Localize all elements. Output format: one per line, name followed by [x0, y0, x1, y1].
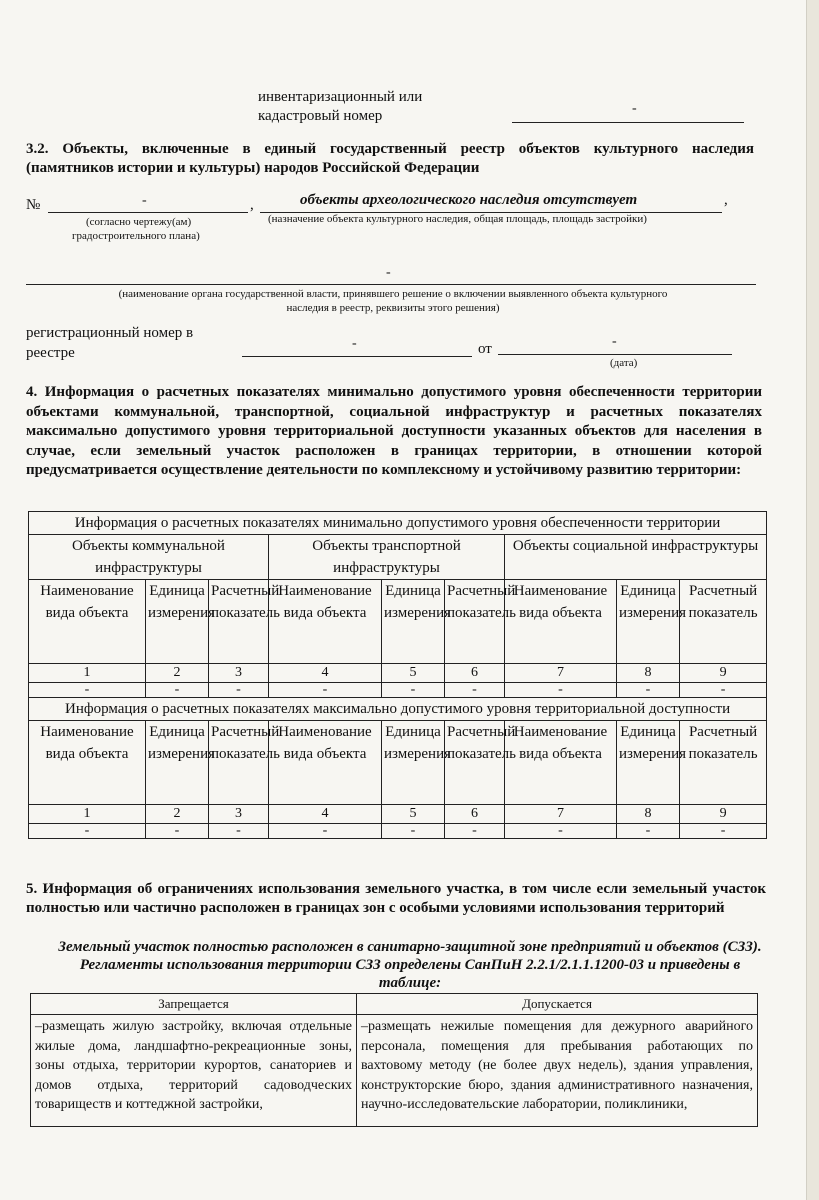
col-head-4: Наименование вида объекта — [269, 580, 382, 664]
col-head-7: Наименование вида объекта — [505, 580, 617, 664]
col-head-2: Единица измерения — [146, 580, 209, 664]
col-head-8: Единица измерения — [617, 580, 680, 664]
comma-1: , — [250, 197, 254, 213]
group-communal: Объекты коммунальной инфраструктуры — [29, 535, 269, 580]
col-number-2: 2 — [146, 664, 209, 683]
inventory-value: - — [632, 101, 637, 116]
date-value: - — [612, 334, 617, 349]
col-head-5: Единица измерения — [382, 580, 445, 664]
col-number-8: 8 — [617, 664, 680, 683]
max-dash-5: - — [382, 824, 445, 839]
caption-object-purpose: (назначение объекта культурного наследия, общая площадь, площадь застройки) — [268, 213, 647, 225]
min-dash-1: - — [29, 683, 146, 698]
max-dash-2: - — [146, 824, 209, 839]
max-level-header: Информация о расчетных показателях максимально допустимого уровня территориальной доступности — [29, 698, 767, 721]
col-number-5b: 5 — [382, 805, 445, 824]
col-number-6: 6 — [445, 664, 505, 683]
col-number-3b: 3 — [209, 805, 269, 824]
col-number-1b: 1 — [29, 805, 146, 824]
reg-underline — [242, 356, 472, 357]
col-head-6: Расчетный показатель — [445, 580, 505, 664]
col-number-7b: 7 — [505, 805, 617, 824]
min-dash-8: - — [617, 683, 680, 698]
section-4-title: 4. Информация о расчетных показателях минимально допустимого уровня обеспеченности территории объектами коммунальной, транспортной, социальной инфраструктур и расчетных показателях максимально допустимого уровня территориальной доступности указанных объектов для населения в случае, если земельный участок расположен в границах территории, в отношении которой предусматривается осуществление деятельности по комплексному и устойчивому развитию территории: — [26, 384, 762, 478]
szz-regulations-table — [30, 993, 758, 1127]
col-head-8b: Единица измерения — [617, 721, 680, 805]
number-underline — [48, 212, 248, 213]
date-underline — [498, 354, 732, 355]
max-dash-4: - — [269, 824, 382, 839]
col-number-9b: 9 — [680, 805, 767, 824]
min-dash-6: - — [445, 683, 505, 698]
min-dash-4: - — [269, 683, 382, 698]
allowed-header: Допускается — [357, 994, 758, 1015]
col-head-7b: Наименование вида объекта — [505, 721, 617, 805]
organ-underline — [26, 284, 756, 285]
section-5-title: 5. Информация об ограничениях использования земельного участка, в том числе если земельный участок полностью или частично расположен в границах зон с особыми условиями использования территорий — [26, 881, 766, 916]
col-number-6b: 6 — [445, 805, 505, 824]
section-4-table — [28, 511, 767, 839]
min-dash-2: - — [146, 683, 209, 698]
col-head-1b: Наименование вида объекта — [29, 721, 146, 805]
object-value: объекты археологического наследия отсутствует — [300, 192, 638, 208]
col-number-9: 9 — [680, 664, 767, 683]
max-dash-9: - — [680, 824, 767, 839]
col-head-1: Наименование вида объекта — [29, 580, 146, 664]
col-number-1: 1 — [29, 664, 146, 683]
min-dash-5: - — [382, 683, 445, 698]
group-social: Объекты социальной инфраструктуры — [505, 535, 767, 580]
reg-value: - — [352, 336, 357, 351]
max-dash-1: - — [29, 824, 146, 839]
inventory-underline — [512, 122, 744, 123]
min-level-header: Информация о расчетных показателях минимально допустимого уровня обеспеченности территории — [29, 512, 767, 535]
section-5-subtitle: Земельный участок полностью расположен в санитарно-защитной зоне предприятий и объектов (СЗЗ). Регламенты использования территории СЗЗ определены СанПиН 2.2.1/2.1.1.1200-03 и приведены в таблице: — [58, 939, 762, 991]
min-dash-9: - — [680, 683, 767, 698]
min-dash-3: - — [209, 683, 269, 698]
reg-label-line2: реестре — [26, 345, 75, 361]
col-head-3: Расчетный показатель — [209, 580, 269, 664]
col-head-2b: Единица измерения — [146, 721, 209, 805]
col-number-8b: 8 — [617, 805, 680, 824]
min-dash-7: - — [505, 683, 617, 698]
prohibited-header: Запрещается — [31, 994, 357, 1015]
number-value: - — [142, 193, 147, 208]
col-head-5b: Единица измерения — [382, 721, 445, 805]
col-number-3: 3 — [209, 664, 269, 683]
col-head-4b: Наименование вида объекта — [269, 721, 382, 805]
col-number-5: 5 — [382, 664, 445, 683]
reg-label-line1: регистрационный номер в — [26, 325, 194, 341]
number-sign: № — [26, 197, 41, 213]
max-dash-6: - — [445, 824, 505, 839]
max-dash-8: - — [617, 824, 680, 839]
col-head-6b: Расчетный показатель — [445, 721, 505, 805]
col-number-4b: 4 — [269, 805, 382, 824]
col-head-9: Расчетный показатель — [680, 580, 767, 664]
from-label: от — [478, 341, 492, 357]
col-head-9b: Расчетный показатель — [680, 721, 767, 805]
page-edge — [806, 0, 819, 1200]
inventory-label-line2: кадастровый номер — [258, 108, 383, 124]
max-dash-3: - — [209, 824, 269, 839]
col-number-2b: 2 — [146, 805, 209, 824]
organ-caption: (наименование органа государственной власти, принявшего решение о включении выявленного объекта культурного наследия в реестр, реквизиты этого решения) — [118, 288, 668, 314]
prohibited-text: –размещать жилую застройку, включая отдельные жилые дома, ландшафтно-рекреационные зоны, зоны отдыха, территории курортов, санаториев и домов отдыха, территорий садоводческих товариществ и коттеджной застройки, — [31, 1015, 357, 1127]
comma-2: , — [724, 192, 728, 208]
col-head-3b: Расчетный показатель — [209, 721, 269, 805]
inventory-label-line1: инвентаризационный или — [258, 89, 423, 105]
date-caption: (дата) — [610, 357, 638, 369]
caption-gpzu: градостроительного плана) — [72, 230, 200, 242]
section-3-2-title: 3.2. Объекты, включенные в единый государственный реестр объектов культурного наследия (памятников истории и культуры) народов Российской Федерации — [26, 141, 754, 176]
organ-value: - — [386, 265, 391, 280]
caption-drawing: (согласно чертежу(ам) — [86, 216, 192, 228]
allowed-text: –размещать нежилые помещения для дежурного аварийного персонала, помещения для пребывания работающих по вахтовому методу (не более двух недель), здания управления, конструкторские бюро, здания административного назначения, научно-исследовательские лаборатории, поликлиники, — [357, 1015, 758, 1127]
max-dash-7: - — [505, 824, 617, 839]
col-number-7: 7 — [505, 664, 617, 683]
col-number-4: 4 — [269, 664, 382, 683]
group-transport: Объекты транспортной инфраструктуры — [269, 535, 505, 580]
